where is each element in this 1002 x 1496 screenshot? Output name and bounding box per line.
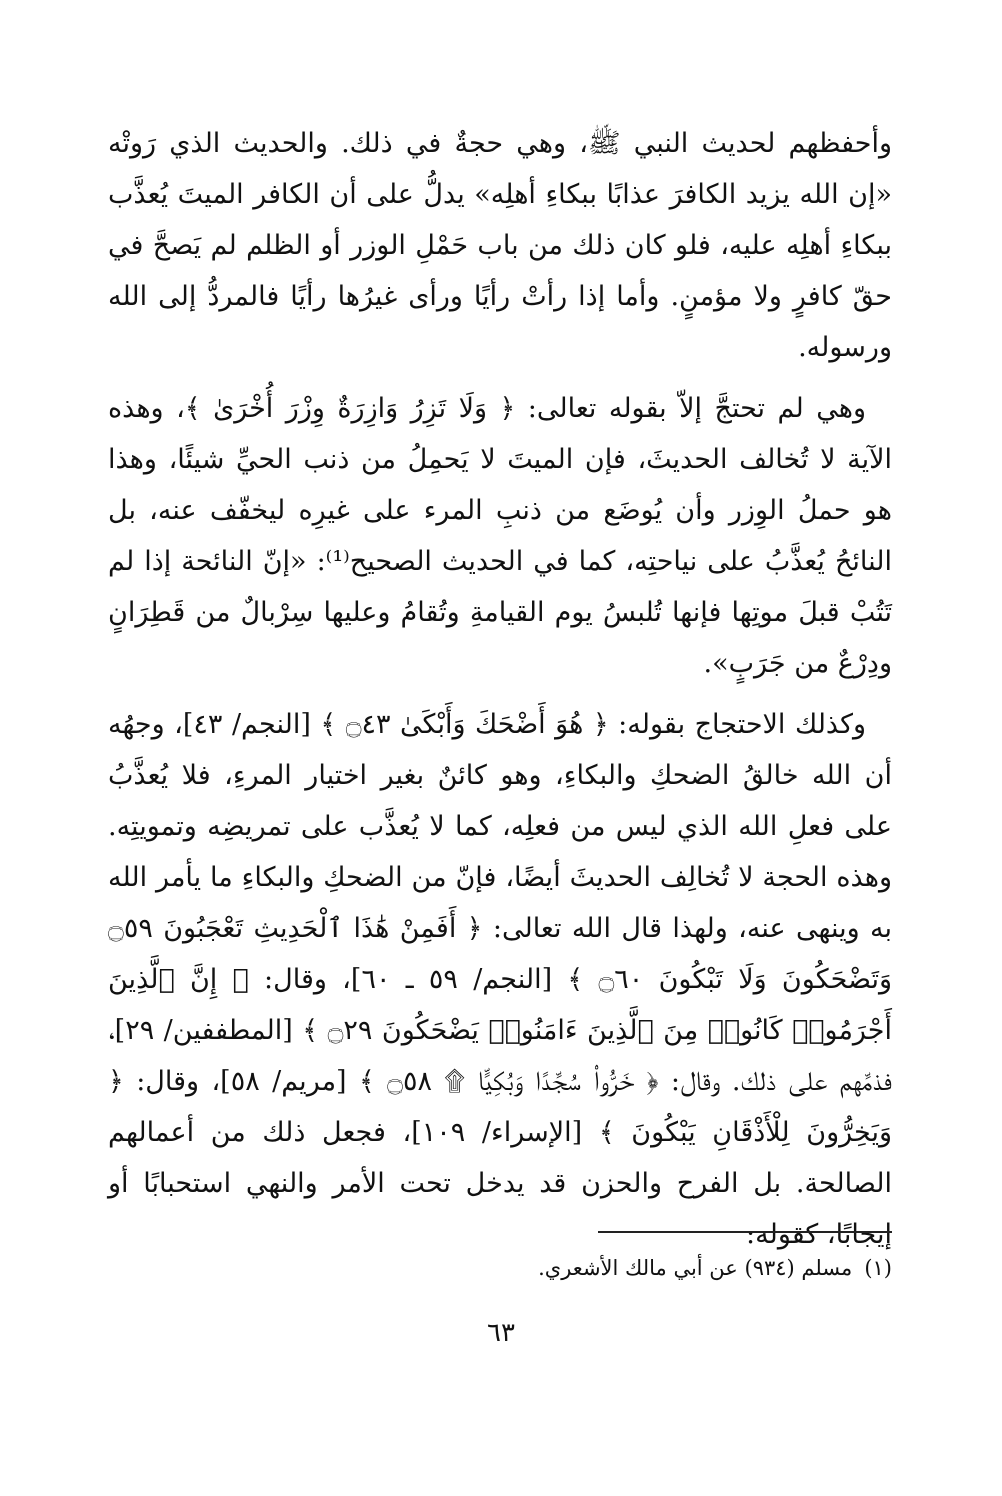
paragraph-3: وكذلك الاحتجاج بقوله: ﴿ هُوَ أَضْحَكَ وَأَبْكَىٰ ۝٤٣ ﴾ [النجم/ ٤٣]، وجهُه أن الله خالقُ الضحكِ والبكاءِ، وهو كائنٌ بغير اختيار المرءِ، فلا يُعذَّبُ على فعلِ الله الذي ليس من فعلِه، كما لا يُعذَّب على تمريضِه وتمويتِه. وهذه الحجة لا تُخالِف الحديثَ أيضًا، فإنّ من الضحكِ والبكاءِ ما يأمر الله به وينهى عنه، ولهذا قال الله تعالى: ﴿ أَفَمِنْ هَٰذَا ٱلْحَدِيثِ تَعْجَبُونَ ۝٥٩ وَتَضْحَكُونَ وَلَا تَبْكُونَ ۝٦٠ ﴾ [النجم/ ٥٩ ـ ٦٠]، وقال: ﴿ إِنَّ ٱلَّذِينَ أَجْرَمُوا۟ كَانُوا۟ مِنَ ٱلَّذِينَ ءَامَنُوا۟ يَضْحَكُونَ ۝٢٩ ﴾ [المطففين/ ٢٩]، فذمَّهم على ذلك. وقال: ﴿ خَرُّوا۟ سُجَّدًا وَبُكِيًّا ۩ ۝٥٨ ﴾ [مريم/ ٥٨]، وقال: ﴿ وَيَخِرُّونَ لِلْأَذْقَانِ يَبْكُونَ ﴾ [الإسراء/ ١٠٩]، فجعل ذلك من أعمالهم الصالحة. بل الفرح والحزن قد يدخل تحت الأمر والنهي استحبابًا أو إيجابًا، كقوله:: [108, 709, 893, 1250]
footnote-number: (١): [864, 1256, 892, 1280]
paragraph-2: وهي لم تحتجَّ إلاّ بقوله تعالى: ﴿ وَلَا تَزِرُ وَازِرَةٌ وِزْرَ أُخْرَىٰ ﴾، وهذه الآية لا تُخالف الحديثَ، فإن الميتَ لا يَحمِلُ من ذنب الحيِّ شيئًا، وهذا هو حملُ الوِزر وأن يُوضَع من ذنبِ المرء على غيرِه ليخفّف عنه، بل النائحُ يُعذَّبُ على نياحتِه، كما في الحديث الصحيح⁽¹⁾: «إنّ النائحة إذا لم تَتُبْ قبلَ موتِها فإنها تُلبسُ يوم القيامةِ وتُقامُ وعليها سِرْبالٌ من قَطِرَانٍ ودِرْعٌ من جَرَبٍ».: [108, 393, 892, 679]
page-body: [108, 118, 892, 1270]
page-number: ٦٣: [487, 1318, 515, 1348]
footnote: [108, 1250, 892, 1286]
footnote-divider: [598, 1231, 892, 1233]
paragraph-1: وأحفظهم لحديث النبي ﷺ، وهي حجةٌ في ذلك. والحديث الذي رَوتْه «إن الله يزيد الكافرَ عذابًا ببكاءِ أهلِه» يدلُّ على أن الكافر الميتَ يُعذَّب ببكاءِ أهلِه عليه، فلو كان ذلك من باب حَمْلِ الوزر أو الظلم لم يَصحَّ في حقّ كافرٍ ولا مؤمنٍ. وأما إذا رأتْ رأيًا ورأى غيرُها رأيًا فالمردُّ إلى الله ورسوله.: [108, 128, 893, 363]
footnote-text: مسلم (٩٣٤) عن أبي مالك الأشعري.: [538, 1256, 853, 1280]
